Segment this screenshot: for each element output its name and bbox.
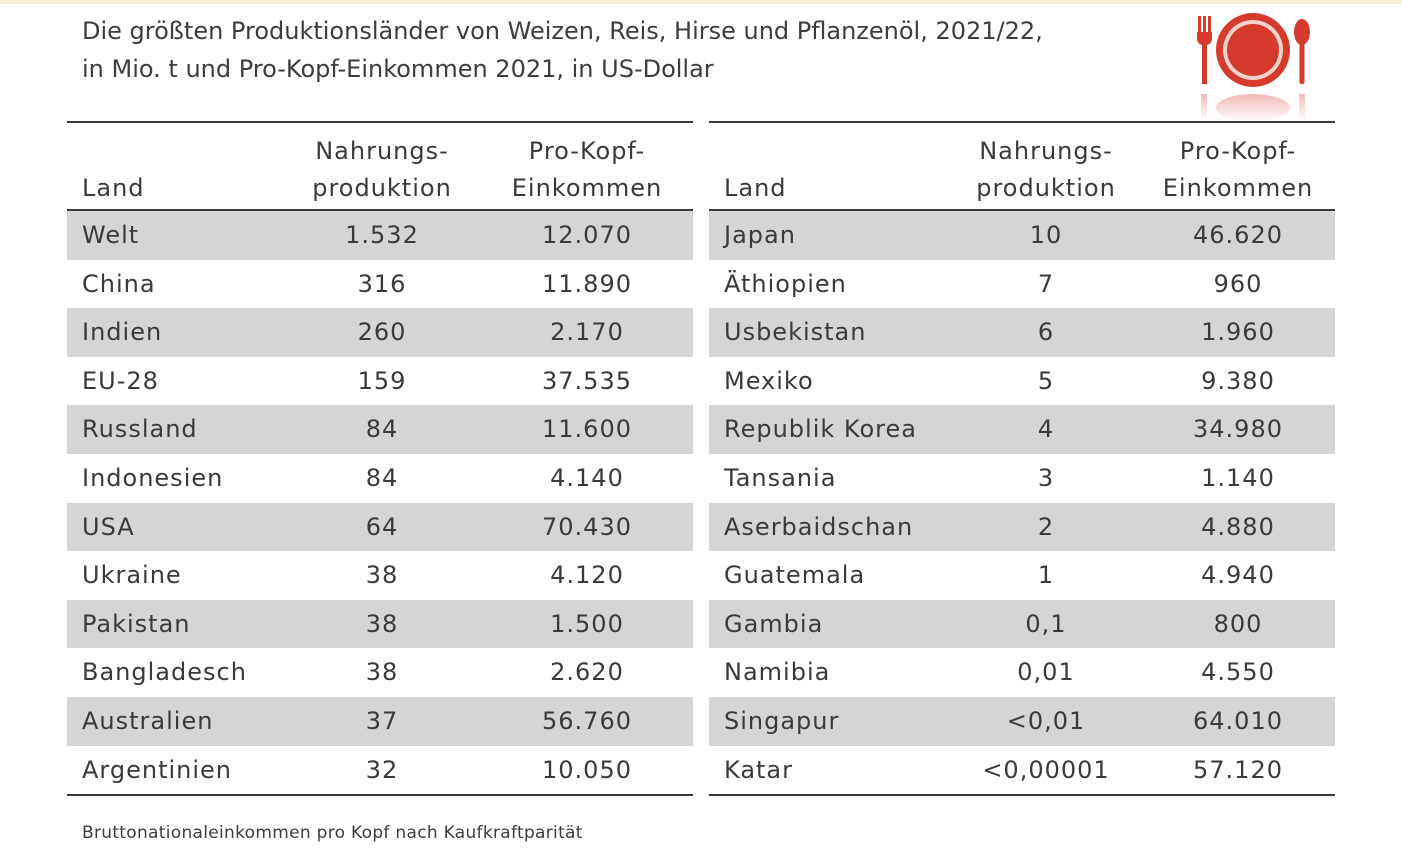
table-row [709, 454, 1335, 503]
cell-prod: 159 [357, 366, 407, 395]
table-row [67, 308, 693, 357]
header-land: Land [82, 174, 145, 202]
table-row [709, 357, 1335, 406]
cell-prod: 0,01 [1017, 658, 1075, 687]
cell-land: Japan [724, 221, 796, 249]
cell-inc: 46.620 [1193, 221, 1283, 249]
header-land: Land [724, 174, 787, 202]
cell-inc: 4.120 [550, 561, 624, 590]
cell-land: Äthiopien [724, 269, 847, 298]
cell-inc: 960 [1213, 269, 1263, 298]
table-row [67, 211, 693, 260]
header-inc-line1: Pro-Kopf- [528, 137, 646, 165]
cell-inc: 11.600 [542, 415, 632, 444]
cell-prod: 64 [365, 512, 399, 541]
cell-land: Republik Korea [724, 415, 917, 444]
cell-land: Aserbaidschan [724, 512, 914, 541]
table-row [67, 405, 693, 454]
cell-prod: 7 [1037, 269, 1055, 298]
cell-prod: 0,1 [1025, 609, 1067, 638]
cell-prod: 5 [1037, 366, 1055, 395]
cell-land: Bangladesch [82, 658, 247, 687]
table-row [709, 405, 1335, 454]
cell-inc: 10.050 [542, 755, 632, 784]
header-prod-line1: Nahrungs- [979, 137, 1113, 165]
table-bottom-rule [67, 794, 693, 796]
header-nahrungsproduktion [287, 133, 477, 207]
cell-inc: 70.430 [542, 512, 632, 541]
cell-land: Guatemala [724, 561, 866, 590]
cell-inc: 37.535 [542, 366, 632, 395]
cell-prod: 38 [365, 561, 399, 590]
table-row [67, 551, 693, 600]
cell-prod: 38 [365, 609, 399, 638]
cell-inc: 4.140 [550, 463, 624, 492]
cell-land: Indonesien [82, 463, 224, 492]
table-header [67, 123, 693, 211]
cell-prod: 1 [1037, 561, 1055, 590]
cell-prod: 37 [365, 706, 399, 735]
cell-inc: 800 [1213, 609, 1263, 638]
cell-inc: 56.760 [542, 706, 632, 735]
cell-land: Russland [82, 415, 198, 444]
top-accent-line [0, 0, 1402, 4]
table-row [67, 260, 693, 309]
cell-inc: 57.120 [1193, 755, 1283, 784]
cell-inc: 2.620 [550, 658, 624, 687]
table-right [709, 121, 1335, 796]
title-line-2: in Mio. t und Pro-Kopf-Einkommen 2021, in US-Dollar [82, 55, 714, 83]
table-row [67, 357, 693, 406]
cell-land: USA [82, 512, 135, 541]
cell-prod: 260 [357, 318, 407, 347]
table-row [67, 600, 693, 649]
cell-inc: 4.550 [1201, 658, 1275, 687]
cell-inc: 9.380 [1201, 366, 1275, 395]
header-pro-kopf-einkommen [1141, 133, 1335, 207]
cell-land: Mexiko [724, 366, 814, 395]
cell-land: Katar [724, 755, 794, 784]
cell-land: Tansania [724, 463, 837, 492]
cell-land: Indien [82, 318, 163, 347]
cell-prod: 84 [365, 463, 399, 492]
cell-prod: 6 [1037, 318, 1055, 347]
header-prod-line2: produktion [312, 174, 452, 202]
cell-inc: 1.140 [1201, 463, 1275, 492]
table-row [709, 551, 1335, 600]
table-header [709, 123, 1335, 211]
cell-land: Namibia [724, 658, 831, 687]
cell-prod: 84 [365, 415, 399, 444]
header-inc-line2: Einkommen [511, 174, 663, 202]
cell-prod: 4 [1037, 415, 1055, 444]
title-line-1: Die größten Produktionsländer von Weizen, Reis, Hirse und Pflanzenöl, 2021/22, [82, 17, 1043, 45]
cell-land: Argentinien [82, 755, 233, 784]
cell-prod: 2 [1037, 512, 1055, 541]
cell-prod: 10 [1029, 221, 1063, 249]
header-nahrungsproduktion [949, 133, 1143, 207]
header-prod-line2: produktion [976, 174, 1116, 202]
cell-inc: 1.500 [550, 609, 624, 638]
table-row [67, 697, 693, 746]
cell-inc: 2.170 [550, 318, 624, 347]
cell-inc: 4.940 [1201, 561, 1275, 590]
cell-inc: 12.070 [542, 221, 632, 249]
table-row [709, 308, 1335, 357]
cell-inc: 4.880 [1201, 512, 1275, 541]
table-row [709, 600, 1335, 649]
table-row [709, 503, 1335, 552]
cell-prod: 1.532 [345, 221, 419, 249]
cell-land: Usbekistan [724, 318, 867, 347]
table-row [709, 648, 1335, 697]
cell-land: Australien [82, 706, 214, 735]
plate-fork-spoon-icon [1192, 8, 1314, 126]
table-row [67, 648, 693, 697]
cell-land: Singapur [724, 706, 840, 735]
cell-land: Ukraine [82, 561, 182, 590]
header-inc-line2: Einkommen [1162, 174, 1314, 202]
cell-inc: 1.960 [1201, 318, 1275, 347]
page-title [82, 12, 1162, 88]
header-prod-line1: Nahrungs- [315, 137, 449, 165]
header-pro-kopf-einkommen [487, 133, 687, 207]
cell-inc: 64.010 [1193, 706, 1283, 735]
cell-prod: 38 [365, 658, 399, 687]
table-left [67, 121, 693, 796]
cell-inc: 34.980 [1193, 415, 1283, 444]
table-row [67, 746, 693, 795]
footnote: Bruttonationaleinkommen pro Kopf nach Kaufkraftparität [82, 823, 583, 843]
cell-land: Pakistan [82, 609, 191, 638]
cell-prod: 316 [357, 269, 407, 298]
cell-prod: <0,00001 [982, 755, 1110, 784]
cell-land: Welt [82, 221, 140, 249]
table-row [709, 697, 1335, 746]
table-row [709, 211, 1335, 260]
header-inc-line1: Pro-Kopf- [1179, 137, 1297, 165]
cell-prod: <0,01 [1006, 706, 1086, 735]
cell-inc: 11.890 [542, 269, 632, 298]
cell-prod: 32 [365, 755, 399, 784]
table-row [67, 454, 693, 503]
cell-land: China [82, 269, 156, 298]
table-bottom-rule [709, 794, 1335, 796]
table-row [67, 503, 693, 552]
cell-land: Gambia [724, 609, 824, 638]
table-row [709, 746, 1335, 795]
cell-land: EU-28 [82, 366, 159, 395]
cell-prod: 3 [1037, 463, 1055, 492]
table-row [709, 260, 1335, 309]
